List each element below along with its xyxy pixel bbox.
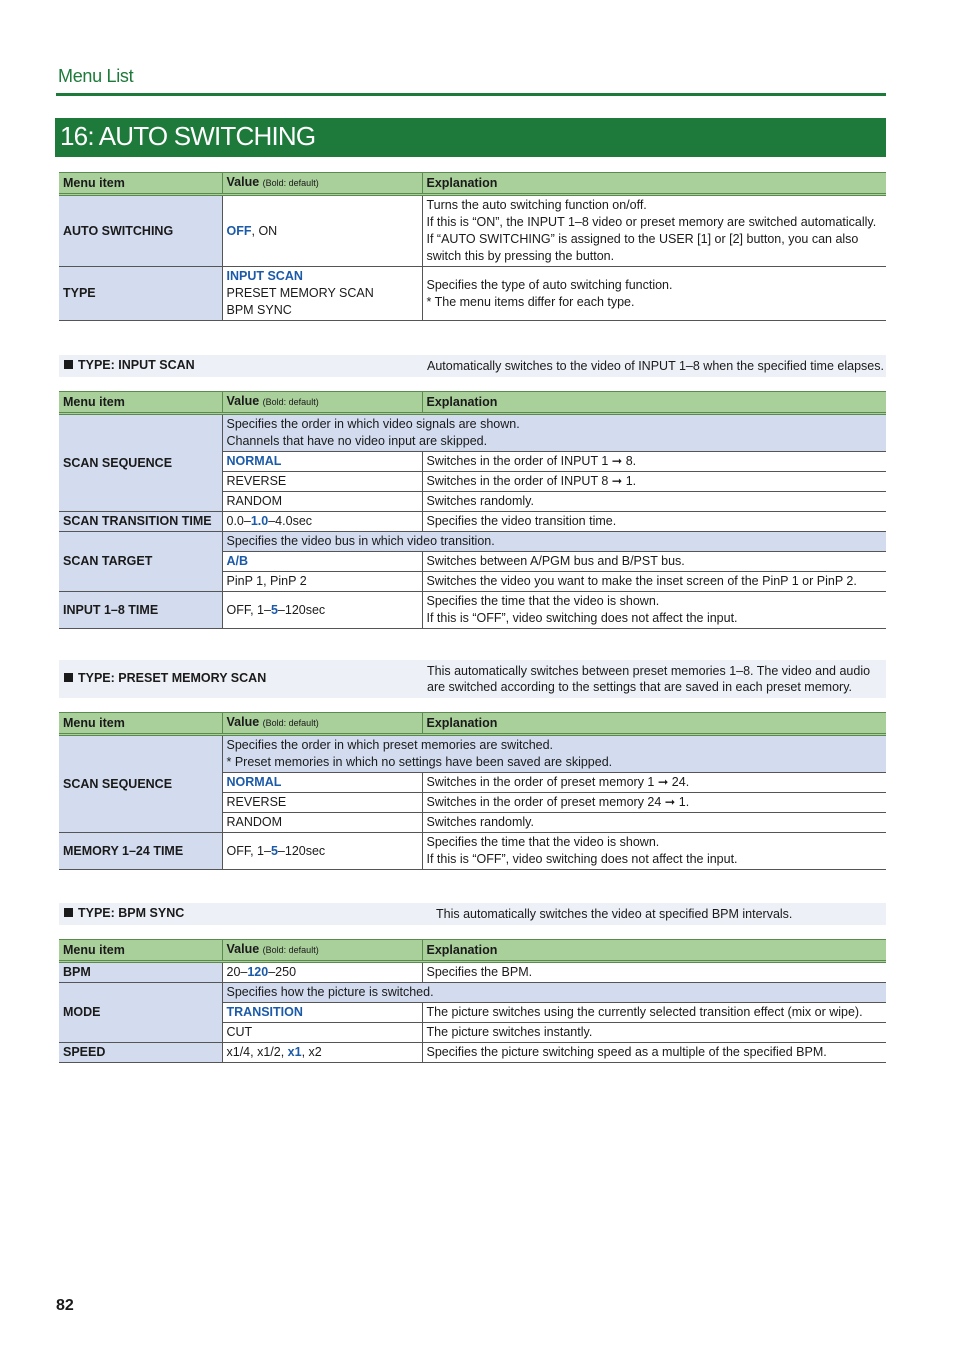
value-cell: PinP 1, PinP 2 [222, 572, 422, 592]
explanation-cell: The picture switches using the currently selected transition effect (mix or wipe). [422, 1003, 886, 1023]
table-row [59, 414, 886, 452]
value-cell: OFF, 1–5–120sec [222, 592, 422, 629]
table-row [59, 735, 886, 773]
explanation-cell: Switches in the order of INPUT 1 ➞ 8. [422, 452, 886, 472]
row-description: Specifies the video bus in which video transition. [222, 532, 886, 552]
table-header [59, 173, 886, 195]
table-row [59, 962, 886, 983]
explanation-cell: Switches the video you want to make the inset screen of the PinP 1 or PinP 2. [422, 572, 886, 592]
table-row [59, 1043, 886, 1063]
type-label: TYPE: PRESET MEMORY SCAN [64, 671, 266, 685]
explanation-cell: Switches randomly. [422, 813, 886, 833]
explanation-cell: Specifies the video transition time. [422, 512, 886, 532]
value-cell: CUT [222, 1023, 422, 1043]
col-menu-item: Menu item [59, 173, 222, 195]
value-cell: NORMAL [222, 452, 422, 472]
col-explanation: Explanation [422, 713, 886, 735]
preset-memory-scan-table [59, 712, 886, 870]
item-input-time: INPUT 1–8 TIME [59, 592, 222, 629]
row-description: Specifies the order in which preset memories are switched. * Preset memories in which no settings have been saved are skipped. [222, 735, 886, 773]
page-title-bar [55, 118, 886, 157]
type-label: TYPE: BPM SYNC [64, 906, 184, 920]
col-explanation: Explanation [422, 392, 886, 414]
input-scan-table [59, 391, 886, 629]
explanation-cell: Switches randomly. [422, 492, 886, 512]
auto-switching-table [59, 172, 886, 321]
value-cell: 20–120–250 [222, 962, 422, 983]
item-type: TYPE [59, 267, 222, 321]
type-description: Automatically switches to the video of INPUT 1–8 when the specified time elapses. [427, 359, 884, 373]
explanation-cell: Specifies the time that the video is shown. If this is “OFF”, video switching does not affect the input. [422, 592, 886, 629]
table-row [59, 267, 886, 321]
item-auto-switching: AUTO SWITCHING [59, 195, 222, 267]
item-scan-sequence: SCAN SEQUENCE [59, 735, 222, 833]
explanation-cell: Specifies the type of auto switching function. * The menu items differ for each type. [422, 267, 886, 321]
section-header: Menu List [58, 66, 134, 86]
page-title: 16: AUTO SWITCHING [60, 121, 316, 151]
row-description: Specifies the order in which video signals are shown. Channels that have no video input are skipped. [222, 414, 886, 452]
explanation-cell: Switches in the order of INPUT 8 ➞ 1. [422, 472, 886, 492]
explanation-cell: Specifies the picture switching speed as a multiple of the specified BPM. [422, 1043, 886, 1063]
value-cell: A/B [222, 552, 422, 572]
col-value: Value (Bold: default) [222, 713, 422, 735]
header-rule [56, 93, 886, 96]
value-cell: 0.0–1.0–4.0sec [222, 512, 422, 532]
col-value: Value (Bold: default) [222, 392, 422, 414]
type-bpm-sync-bar [59, 903, 886, 925]
item-bpm: BPM [59, 962, 222, 983]
col-value: Value (Bold: default) [222, 940, 422, 962]
col-menu-item: Menu item [59, 392, 222, 414]
row-description: Specifies how the picture is switched. [222, 983, 886, 1003]
explanation-cell: Switches in the order of preset memory 1 ➞ 24. [422, 773, 886, 793]
value-cell: INPUT SCAN PRESET MEMORY SCAN BPM SYNC [222, 267, 422, 321]
explanation-cell: The picture switches instantly. [422, 1023, 886, 1043]
type-input-scan-bar [59, 355, 886, 377]
col-explanation: Explanation [422, 173, 886, 195]
item-scan-transition-time: SCAN TRANSITION TIME [59, 512, 222, 532]
type-description: This automatically switches the video at specified BPM intervals. [436, 907, 793, 921]
item-scan-sequence: SCAN SEQUENCE [59, 414, 222, 512]
table-row [59, 532, 886, 552]
col-menu-item: Menu item [59, 713, 222, 735]
explanation-cell: Switches in the order of preset memory 24 ➞ 1. [422, 793, 886, 813]
col-value: Value (Bold: default) [222, 173, 422, 195]
value-cell: TRANSITION [222, 1003, 422, 1023]
explanation-cell: Specifies the time that the video is shown. If this is “OFF”, video switching does not affect the input. [422, 833, 886, 870]
col-menu-item: Menu item [59, 940, 222, 962]
value-cell: REVERSE [222, 472, 422, 492]
type-preset-memory-scan-bar [59, 660, 886, 698]
table-header [59, 392, 886, 414]
item-memory-time: MEMORY 1–24 TIME [59, 833, 222, 870]
value-cell: OFF, ON [222, 195, 422, 267]
table-header [59, 940, 886, 962]
page-number: 82 [56, 1297, 74, 1314]
explanation-cell: Turns the auto switching function on/off. If this is “ON”, the INPUT 1–8 video or preset memory are switched automatically. If “AUTO SWITCHING” is assigned to the USER [1] or [2] button, you can also switch this by pressing the button. [422, 195, 886, 267]
item-speed: SPEED [59, 1043, 222, 1063]
explanation-cell: Specifies the BPM. [422, 962, 886, 983]
value-cell: RANDOM [222, 492, 422, 512]
table-row [59, 592, 886, 629]
value-cell: OFF, 1–5–120sec [222, 833, 422, 870]
col-explanation: Explanation [422, 940, 886, 962]
value-cell: x1/4, x1/2, x1, x2 [222, 1043, 422, 1063]
value-cell: REVERSE [222, 793, 422, 813]
bpm-sync-table [59, 939, 886, 1063]
table-row [59, 512, 886, 532]
type-description: This automatically switches between preset memories 1–8. The video and audio are switched according to the settings that are saved in each preset memory. [427, 664, 871, 694]
table-row [59, 833, 886, 870]
table-header [59, 713, 886, 735]
table-row [59, 195, 886, 267]
table-row [59, 983, 886, 1003]
value-cell: NORMAL [222, 773, 422, 793]
value-cell: RANDOM [222, 813, 422, 833]
item-scan-target: SCAN TARGET [59, 532, 222, 592]
item-mode: MODE [59, 983, 222, 1043]
type-label: TYPE: INPUT SCAN [64, 358, 195, 372]
explanation-cell: Switches between A/PGM bus and B/PST bus. [422, 552, 886, 572]
